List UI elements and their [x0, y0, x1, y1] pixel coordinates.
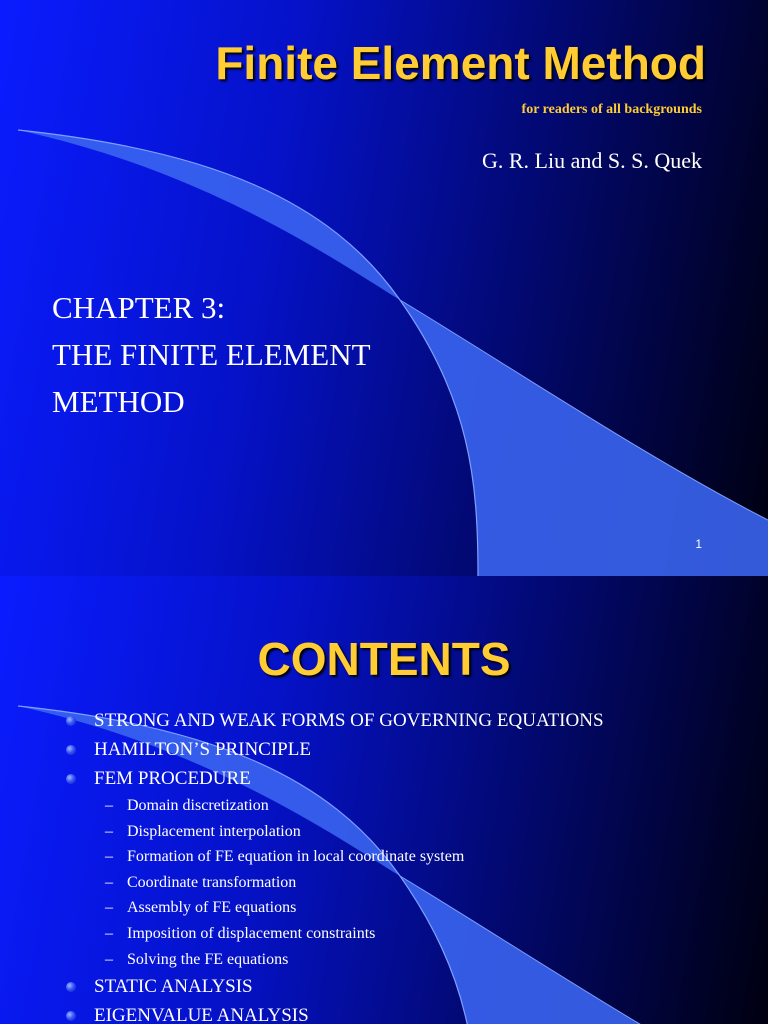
list-item [66, 1001, 604, 1024]
presentation-title: Finite Element Method [215, 37, 706, 89]
chapter-line: CHAPTER 3: [52, 290, 226, 325]
sub-list-item [66, 793, 604, 819]
chapter-line: THE FINITE ELEMENT [52, 337, 371, 372]
list-item-label: FEM PROCEDURE [94, 768, 251, 789]
list-item-label: HAMILTON’S PRINCIPLE [94, 739, 311, 760]
dash-icon: – [105, 848, 113, 866]
list-item-label: STRONG AND WEAK FORMS OF GOVERNING EQUATIONS [94, 710, 604, 731]
sub-list-item [66, 895, 604, 921]
bullet-icon [66, 745, 76, 755]
dash-icon: – [105, 899, 113, 917]
sub-list-item-label: Displacement interpolation [127, 822, 301, 840]
list-item [66, 706, 604, 735]
dash-icon: – [105, 873, 113, 891]
authors: G. R. Liu and S. S. Quek [482, 148, 702, 173]
bullet-icon [66, 774, 76, 784]
list-item-label: EIGENVALUE ANALYSIS [94, 1005, 309, 1024]
sub-list-item [66, 870, 604, 896]
sub-list-item [66, 947, 604, 973]
dash-icon: – [105, 797, 113, 814]
page-number: 1 [695, 537, 702, 551]
bullet-icon [66, 716, 76, 726]
list-item [66, 972, 604, 1001]
bullet-icon [66, 982, 76, 992]
list-item [66, 735, 604, 764]
sub-list-item-label: Domain discretization [127, 797, 269, 814]
contents-title: CONTENTS [257, 633, 511, 685]
dash-icon: – [105, 822, 113, 840]
sub-list-item [66, 844, 604, 870]
chapter-heading [52, 284, 371, 425]
sub-list-item-label: Imposition of displacement constraints [127, 924, 376, 942]
sub-list-item-label: Formation of FE equation in local coordinate system [127, 848, 465, 866]
contents-slide [0, 576, 768, 1024]
sub-list-item [66, 921, 604, 947]
sub-list-item-label: Coordinate transformation [127, 873, 297, 891]
dash-icon: – [105, 950, 113, 968]
sub-list-item [66, 819, 604, 845]
bullet-icon [66, 1011, 76, 1021]
list-item [66, 764, 604, 793]
dash-icon: – [105, 924, 113, 942]
sub-list-item-label: Assembly of FE equations [127, 899, 297, 917]
contents-list [66, 706, 604, 1024]
list-item-label: STATIC ANALYSIS [94, 976, 253, 998]
presentation-subtitle: for readers of all backgrounds [521, 102, 702, 117]
sub-list-item-label: Solving the FE equations [127, 950, 289, 968]
chapter-line: METHOD [52, 384, 185, 419]
